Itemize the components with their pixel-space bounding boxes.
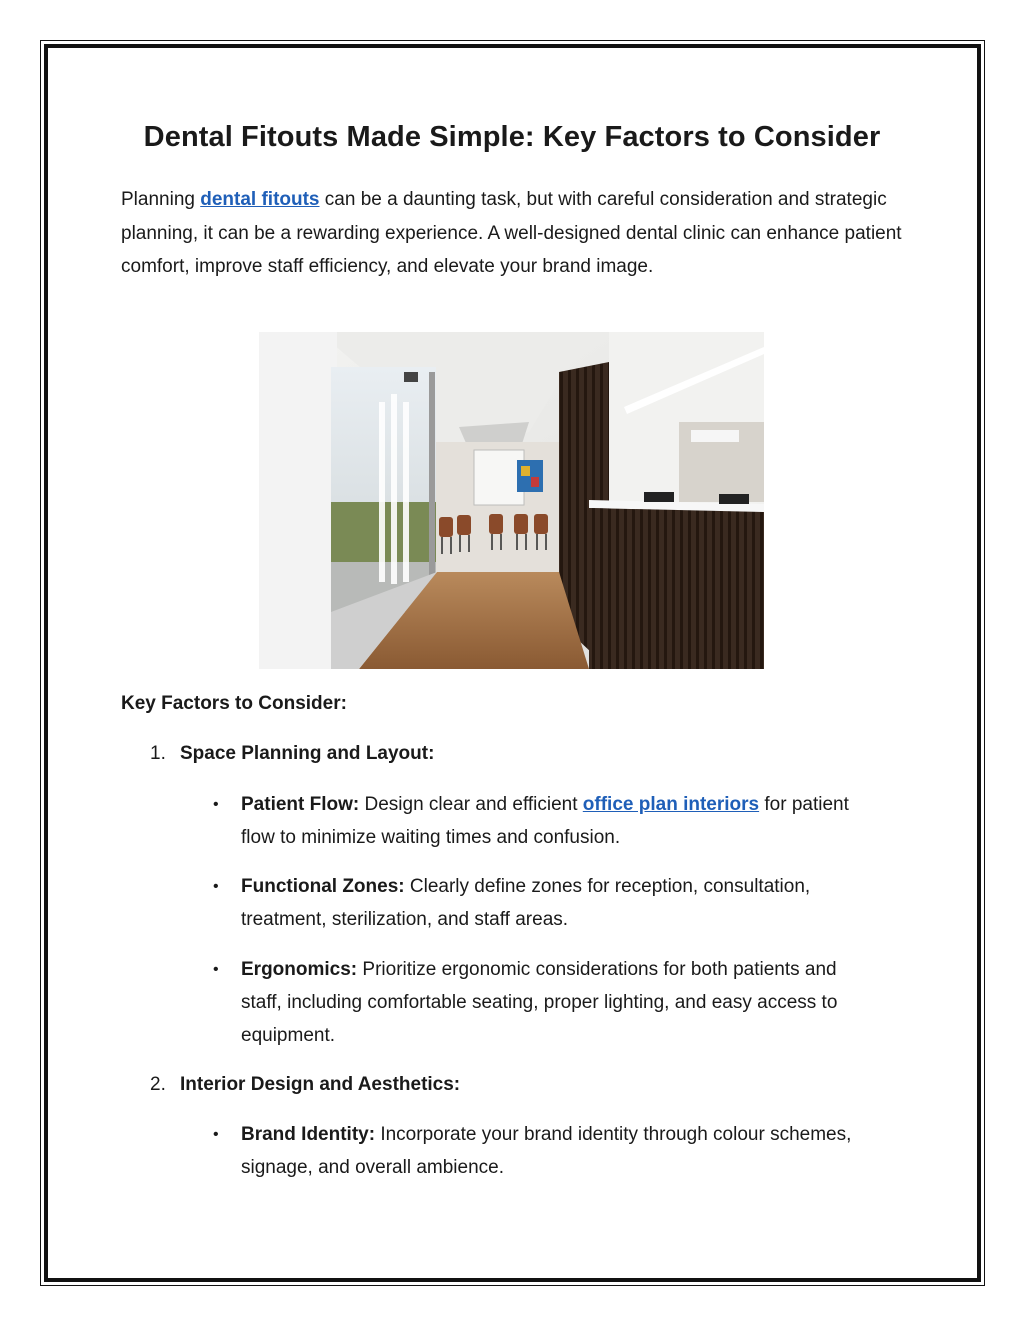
bullet-dot: • <box>213 961 219 978</box>
page-title: Dental Fitouts Made Simple: Key Factors to Consider <box>143 121 881 153</box>
bullet-dot: • <box>213 796 219 813</box>
bullet-brand-identity <box>213 1118 881 1184</box>
bullet-text: Design clear and efficient <box>359 794 583 815</box>
bullet-text: Clearly define zones for reception, consultation, treatment, sterilization, and staff areas. <box>241 876 811 930</box>
section-1-heading <box>150 743 434 765</box>
office-plan-interiors-link[interactable]: office plan interiors <box>582 794 760 815</box>
bullet-label: Ergonomics: <box>241 959 358 980</box>
bullet-label: Brand Identity: <box>241 1124 376 1145</box>
bullet-text: Incorporate your brand identity through colour schemes, signage, and overall ambience. <box>241 1124 852 1178</box>
section-2-heading <box>150 1074 460 1096</box>
bullet-patient-flow <box>213 788 881 854</box>
bullet-dot: • <box>213 1126 219 1143</box>
bullet-ergonomics <box>213 953 881 1052</box>
clinic-waiting-area-image <box>259 332 764 669</box>
section-1-number: 1. <box>150 743 166 764</box>
key-factors-heading: Key Factors to Consider: <box>121 693 347 714</box>
bullet-label: Functional Zones: <box>241 876 405 897</box>
bullet-functional-zones <box>213 870 881 936</box>
section-1-title: Space Planning and Layout: <box>180 743 435 764</box>
bullet-dot: • <box>213 878 219 895</box>
section-2-number: 2. <box>150 1074 166 1095</box>
bullet-text-rest: for patient flow to minimize waiting times and confusion. <box>241 794 849 848</box>
section-2-title: Interior Design and Aesthetics: <box>180 1074 461 1095</box>
intro-paragraph <box>121 183 911 284</box>
bullet-label: Patient Flow: <box>241 794 360 815</box>
bullet-text: Prioritize ergonomic considerations for both patients and staff, including comfortable seating, proper lighting, and easy access to equipment. <box>241 959 838 1046</box>
intro-text-start: Planning <box>121 189 201 210</box>
dental-fitouts-link[interactable]: dental fitouts <box>200 189 320 210</box>
intro-text-rest: can be a daunting task, but with careful consideration and strategic planning, it can be a rewarding experience. A well-designed dental clinic can enhance patient comfort, improve staff efficiency, and elevate your brand image. <box>121 189 902 277</box>
